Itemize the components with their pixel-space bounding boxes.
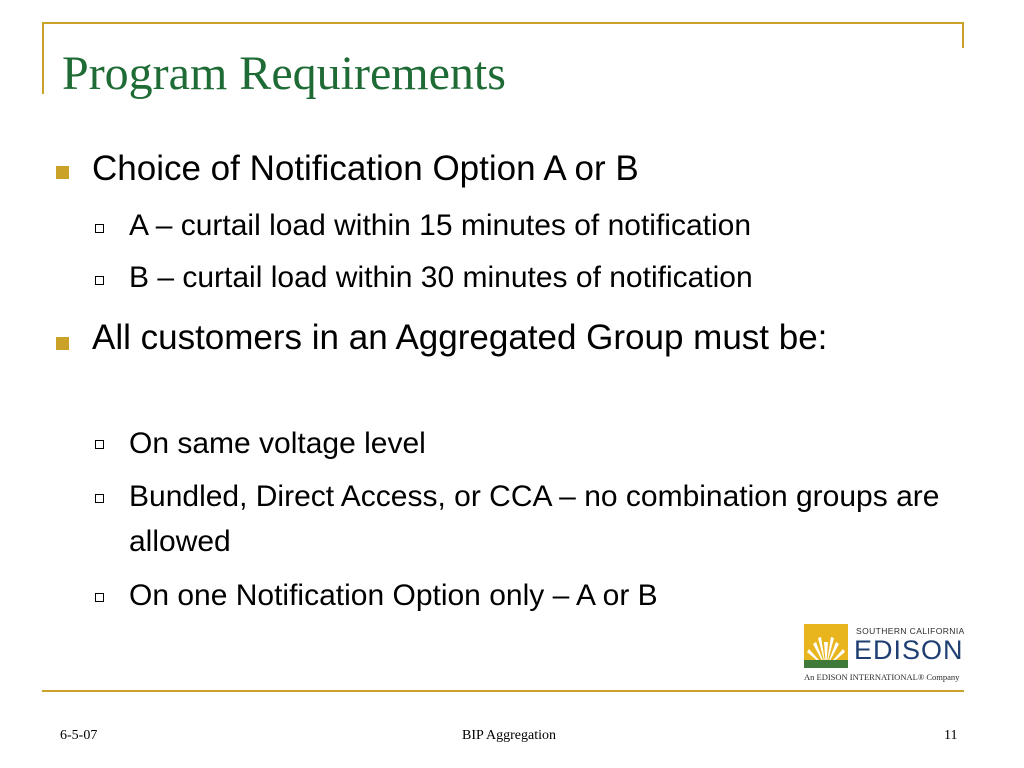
square-bullet-icon (56, 166, 69, 179)
hollow-square-bullet-icon (95, 593, 104, 602)
sub-bullet-item: On same voltage level (129, 427, 426, 460)
frame-left-rule (42, 22, 44, 94)
sun-icon (804, 624, 848, 668)
frame-top-rule (42, 22, 964, 24)
footer-date: 6-5-07 (60, 728, 98, 743)
hollow-square-bullet-icon (95, 440, 104, 449)
hollow-square-bullet-icon (95, 276, 104, 285)
sub-bullet-item: B – curtail load within 30 minutes of notification (129, 261, 753, 294)
sub-bullet-item: On one Notification Option only – A or B (129, 579, 658, 612)
footer-title: BIP Aggregation (462, 728, 556, 743)
sub-bullet-item: A – curtail load within 15 minutes of notification (129, 209, 752, 242)
hollow-square-bullet-icon (95, 494, 104, 503)
bullet-item: Choice of Notification Option A or B (92, 149, 639, 188)
square-bullet-icon (56, 337, 69, 350)
sub-bullet-item: Bundled, Direct Access, or CCA – no combination groups are allowed (129, 480, 940, 558)
logo-top-text: SOUTHERN CALIFORNIA (856, 626, 965, 636)
edison-logo (804, 622, 968, 684)
page-number: 11 (944, 728, 958, 743)
hollow-square-bullet-icon (95, 224, 104, 233)
logo-name: EDISON (854, 635, 964, 665)
frame-right-rule (962, 22, 964, 48)
footer-rule (42, 690, 964, 692)
slide-title: Program Requirements (62, 47, 506, 100)
logo-sub-text: An EDISON INTERNATIONAL® Company (804, 672, 960, 682)
bullet-item: All customers in an Aggregated Group must be: (92, 318, 828, 357)
